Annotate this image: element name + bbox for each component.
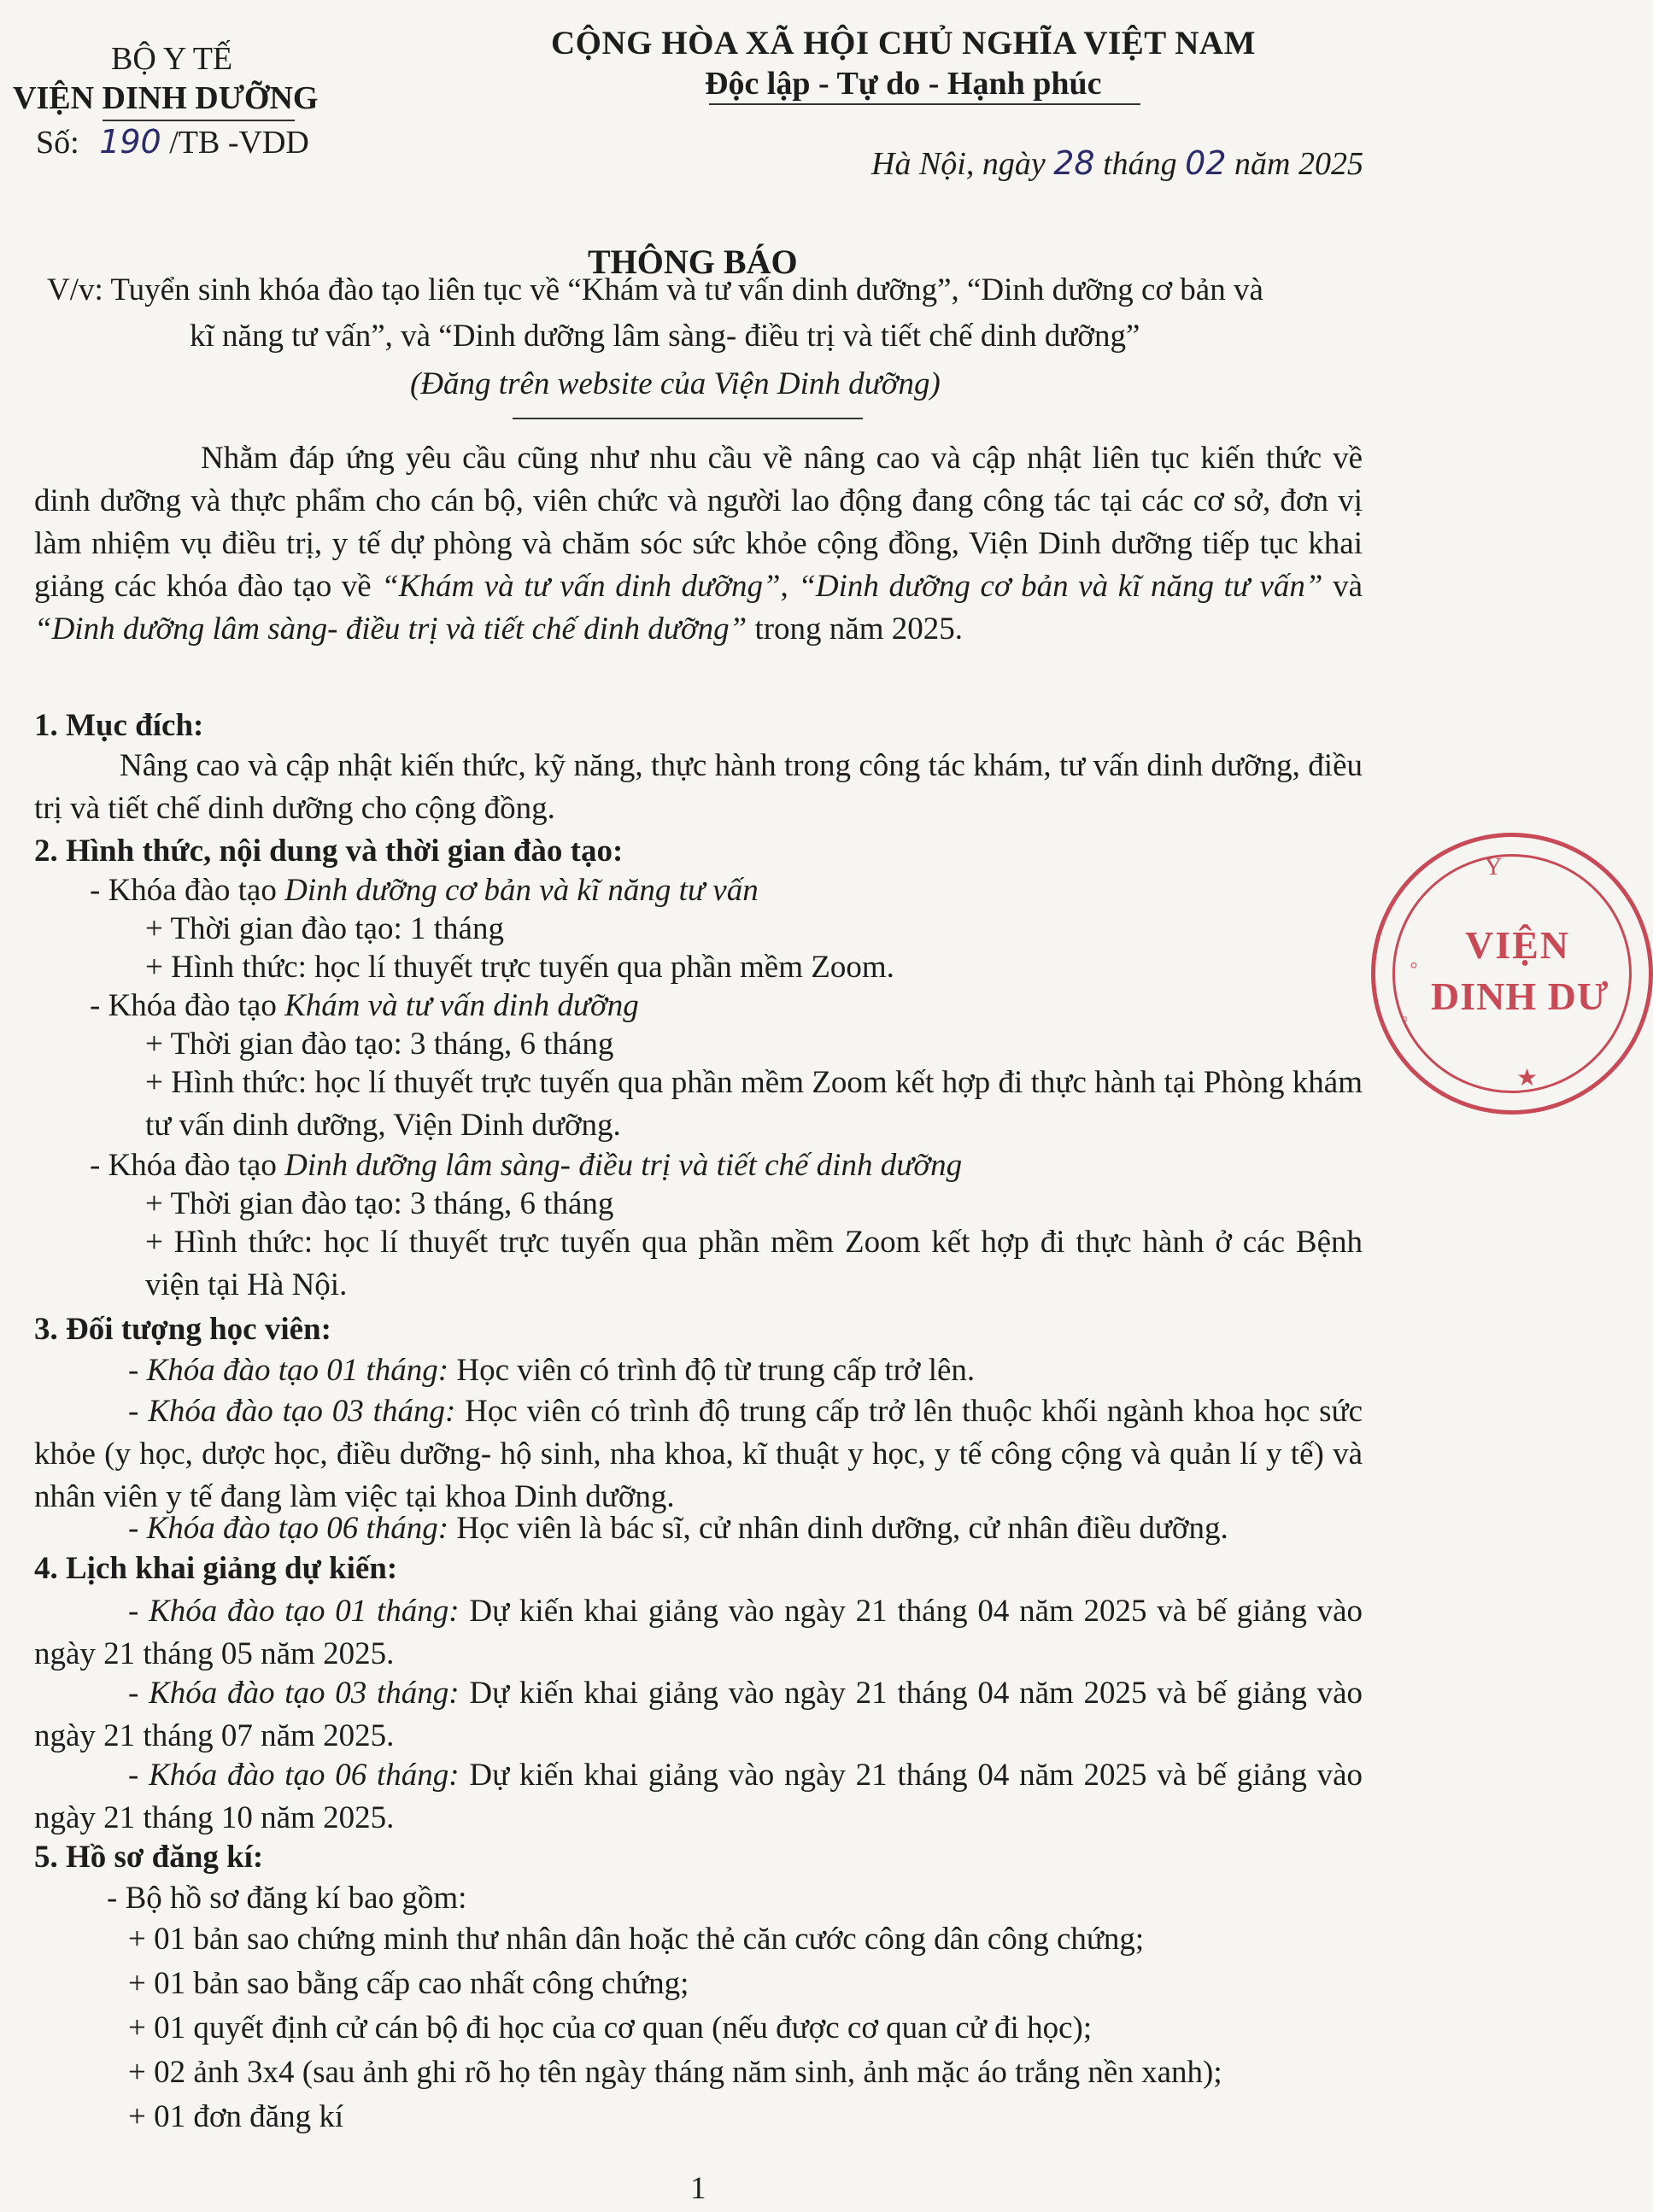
subject-line-1: V/v: Tuyển sinh khóa đào tạo liên tục về “Khám và tư vấn dinh dưỡng”, “Dinh dưỡng cơ bản và <box>47 272 1263 307</box>
course-3-duration: + Thời gian đào tạo: 3 tháng, 6 tháng <box>145 1186 614 1221</box>
seal-star-icon: ★ <box>1516 1065 1539 1091</box>
intro-part2: trong năm 2025. <box>747 612 964 647</box>
intro-course-1: “Khám và tư vấn dinh dưỡng” <box>381 569 781 604</box>
section-5-heading: 5. Hồ sơ đăng kí: <box>34 1840 264 1875</box>
schedule-3-text: Dự kiến khai giảng vào ngày 21 tháng 04 năm 2025 và bế giảng vào ngày 21 tháng 10 năm 2025. <box>34 1758 1363 1835</box>
number-label: Số: <box>36 125 79 161</box>
section-1-heading: 1. Mục đích: <box>34 708 204 743</box>
ministry-name: BỘ Y TẾ <box>111 41 233 77</box>
section-3-heading: 3. Đối tượng học viên: <box>34 1312 331 1347</box>
institute-name-text: VIỆN DINH DƯỠNG <box>13 80 319 116</box>
title-separator <box>513 418 863 419</box>
schedule-1-text: Dự kiến khai giảng vào ngày 21 tháng 04 năm 2025 và bế giảng vào ngày 21 tháng 05 năm 2025. <box>34 1594 1363 1671</box>
course-3-format: + Hình thức: học lí thuyết trực tuyến qua phần mềm Zoom kết hợp đi thực hành ở các Bệnh viện tại Hà Nội. <box>145 1225 1363 1302</box>
dossier-item-3: + 01 quyết định cử cán bộ đi học của cơ quan (nếu được cơ quan cử đi học); <box>128 2010 1093 2045</box>
schedule-2-text: Dự kiến khai giảng vào ngày 21 tháng 04 năm 2025 và bế giảng vào ngày 21 tháng 07 năm 2025. <box>34 1676 1363 1753</box>
target-item-3 <box>128 1507 1228 1550</box>
page-number: 1 <box>690 2171 706 2206</box>
place-date <box>871 143 1363 184</box>
section-1-text: Nâng cao và cập nhật kiến thức, kỹ năng, thực hành trong công tác khám, tư vấn dinh dưỡng, điều trị và tiết chế dinh dưỡng cho cộng đồng. <box>34 748 1363 826</box>
date-prefix: Hà Nội, ngày <box>871 146 1046 182</box>
course-1-name: Dinh dưỡng cơ bản và kĩ năng tư vấn <box>284 873 759 908</box>
seal-ring-glyph: ◦ <box>1410 952 1418 979</box>
target-2-text: Học viên có trình độ trung cấp trở lên thuộc khối ngành khoa học sức khỏe (y học, dược học, điều dưỡng- hộ sinh, nha khoa, kĩ thuật y học, y tế công cộng và quản lí y tế) và nhân viên y tế đang làm việc tại khoa Dinh dưỡng. <box>34 1394 1363 1514</box>
dossier-item-1: + 01 bản sao chứng minh thư nhân dân hoặc thẻ căn cước công dân công chứng; <box>128 1922 1145 1957</box>
intro-course-3: “Dinh dưỡng lâm sàng- điều trị và tiết chế dinh dưỡng” <box>34 612 747 647</box>
motto-text: Độc lập - Tự do - Hạnh phúc <box>705 66 1102 102</box>
country-name: CỘNG HÒA XÃ HỘI CHỦ NGHĨA VIỆT NAM <box>551 25 1256 61</box>
seal-line-2: DINH DƯ <box>1431 974 1609 1018</box>
national-motto <box>705 64 1102 103</box>
motto-underline <box>709 103 1140 105</box>
document-title: THÔNG BÁO <box>588 243 798 281</box>
dossier-item-5: + 01 đơn đăng kí <box>128 2099 344 2134</box>
seal-ring-letter: Y <box>1485 854 1503 881</box>
official-seal <box>1371 833 1653 1115</box>
course-2-prefix: - Khóa đào tạo <box>90 988 285 1023</box>
target-1-text: Học viên có trình độ từ trung cấp trở lên. <box>448 1353 976 1388</box>
intro-sep-1: , <box>780 569 799 604</box>
course-1-format: + Hình thức: học lí thuyết trực tuyến qua phần mềm Zoom. <box>145 950 894 985</box>
schedule-item-1 <box>34 1590 1363 1676</box>
course-3-prefix: - Khóa đào tạo <box>90 1148 285 1183</box>
dossier-intro: - Bộ hồ sơ đăng kí bao gồm: <box>107 1881 467 1916</box>
course-1-prefix: - Khóa đào tạo <box>90 873 285 908</box>
course-1-title <box>90 869 759 912</box>
intro-part1: Nhằm đáp ứng yêu cầu cũng như nhu cầu về nâng cao và cập nhật liên tục kiến thức về dinh dưỡng và thực phẩm cho cán bộ, viên chức và người lao động đang công tác tại các cơ sở, đơn vị làm nhiệm vụ điều trị, y tế dự phòng và chăm sóc sức khỏe cộng đồng, Viện Dinh dưỡng tiếp tục khai giảng các khóa đào tạo về <box>34 441 1363 604</box>
institute-underline <box>103 120 295 121</box>
target-3-text: Học viên là bác sĩ, cử nhân dinh dưỡng, cử nhân điều dưỡng. <box>448 1511 1228 1546</box>
dossier-item-2: + 01 bản sao bằng cấp cao nhất công chứng; <box>128 1966 689 2001</box>
date-month: 02 <box>1185 144 1227 182</box>
target-item-1 <box>128 1349 975 1392</box>
dossier-item-4: + 02 ảnh 3x4 (sau ảnh ghi rõ họ tên ngày tháng năm sinh, ảnh mặc áo trắng nền xanh); <box>128 2055 1222 2090</box>
course-2-format: + Hình thức: học lí thuyết trực tuyến qua phần mềm Zoom kết hợp đi thực hành tại Phòng khám tư vấn dinh dưỡng, Viện Dinh dưỡng. <box>145 1065 1363 1143</box>
number-suffix: /TB -VDD <box>169 125 309 161</box>
target-item-2 <box>34 1390 1363 1519</box>
posted-note: (Đăng trên website của Viện Dinh dưỡng) <box>410 366 941 401</box>
intro-paragraph <box>34 437 1363 651</box>
number-value: 190 <box>99 123 161 161</box>
course-3-title <box>90 1144 962 1187</box>
section-2-heading: 2. Hình thức, nội dung và thời gian đào tạo: <box>34 834 624 869</box>
course-1-duration: + Thời gian đào tạo: 1 tháng <box>145 911 504 946</box>
target-3-label: - Khóa đào tạo 06 tháng: <box>128 1511 449 1546</box>
schedule-3-label: - Khóa đào tạo 06 tháng: <box>128 1758 460 1793</box>
intro-course-2: “Dinh dưỡng cơ bản và kĩ năng tư vấn” <box>798 569 1323 604</box>
intro-sep-2: và <box>1322 569 1363 604</box>
course-3-name: Dinh dưỡng lâm sàng- điều trị và tiết chế dinh dưỡng <box>284 1148 963 1183</box>
schedule-2-label: - Khóa đào tạo 03 tháng: <box>128 1676 460 1711</box>
seal-ring-glyph-2: ▫ <box>1401 1008 1408 1029</box>
date-day: 28 <box>1053 144 1095 182</box>
course-2-duration: + Thời gian đào tạo: 3 tháng, 6 tháng <box>145 1027 614 1062</box>
target-1-label: - Khóa đào tạo 01 tháng: <box>128 1353 449 1388</box>
subject-line-2: kĩ năng tư vấn”, và “Dinh dưỡng lâm sàng- điều trị và tiết chế dinh dưỡng” <box>190 319 1140 354</box>
schedule-1-label: - Khóa đào tạo 01 tháng: <box>128 1594 460 1629</box>
date-month-label: tháng <box>1103 146 1177 182</box>
target-2-label: - Khóa đào tạo 03 tháng: <box>128 1394 456 1429</box>
course-2-name: Khám và tư vấn dinh dưỡng <box>284 988 639 1023</box>
date-suffix: năm 2025 <box>1234 146 1363 182</box>
section-4-heading: 4. Lịch khai giảng dự kiến: <box>34 1551 398 1586</box>
schedule-item-2 <box>34 1672 1363 1758</box>
schedule-item-3 <box>34 1754 1363 1840</box>
institute-name <box>13 79 319 118</box>
seal-line-1: VIỆN <box>1465 923 1571 967</box>
course-2-title <box>90 985 639 1027</box>
document-number <box>36 122 309 162</box>
